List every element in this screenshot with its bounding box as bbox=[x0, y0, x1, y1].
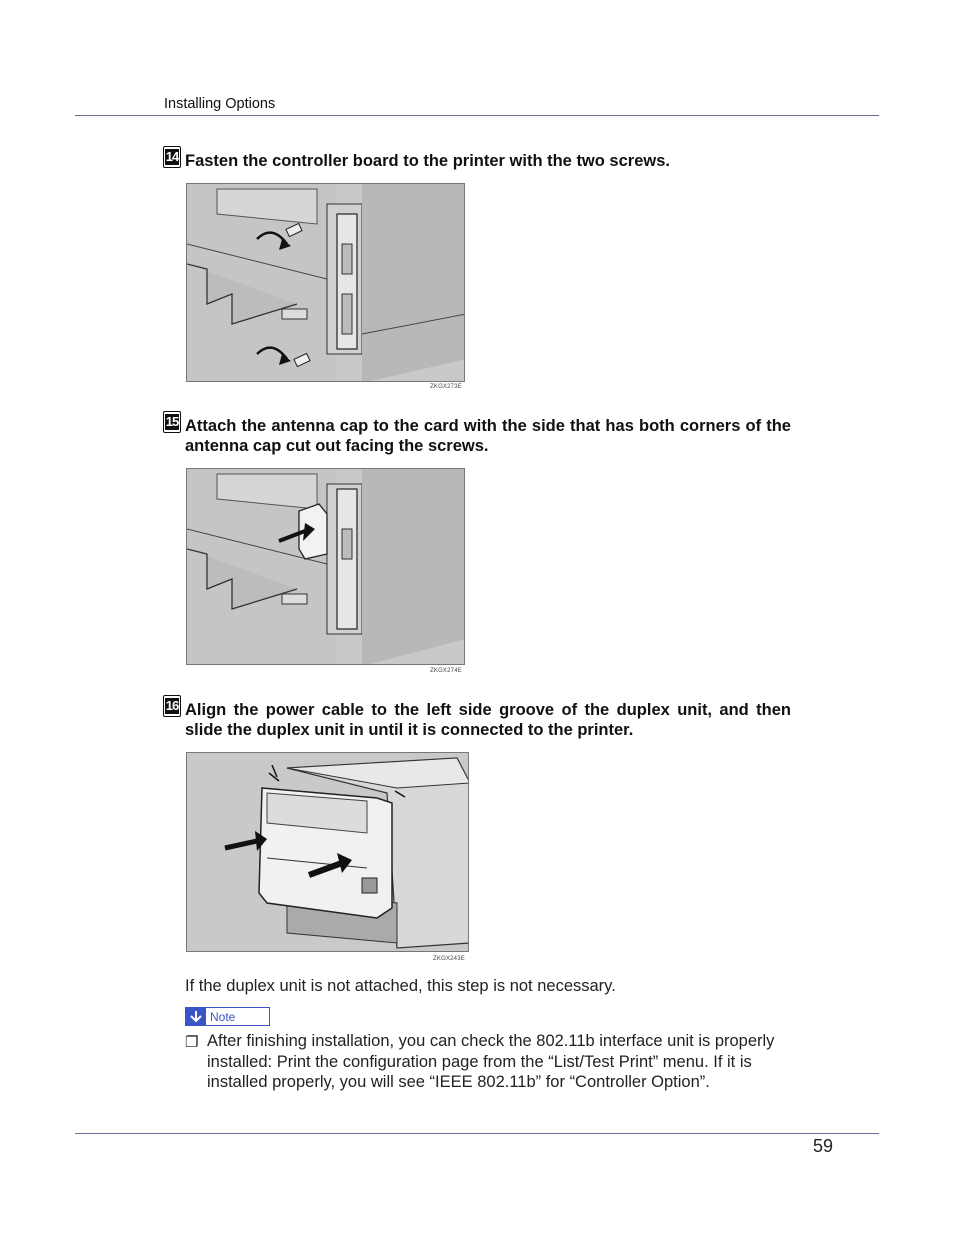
note-label: Note bbox=[210, 1009, 236, 1024]
checkbox-icon: ❐ bbox=[185, 1034, 199, 1051]
header-title: Installing Options bbox=[164, 96, 276, 112]
note-item bbox=[185, 1031, 791, 1093]
duplex-unit-illustration bbox=[186, 752, 469, 952]
footer-rule bbox=[75, 1133, 879, 1134]
controller-board-illustration bbox=[186, 183, 465, 382]
down-arrow-icon bbox=[186, 1008, 206, 1025]
step-instruction: Attach the antenna cap to the card with the side that has both corners of the antenna cap cut out facing the screws. bbox=[185, 417, 791, 455]
step-instruction: Align the power cable to the left side groove of the duplex unit, and then slide the duplex unit in until it is connected to the printer. bbox=[185, 701, 791, 739]
printer-duplex-drawing bbox=[187, 753, 469, 952]
printer-rear-drawing bbox=[187, 184, 465, 382]
antenna-cap-illustration bbox=[186, 468, 465, 665]
note-item-text: After finishing installation, you can check the 802.11b interface unit is properly installed: Print the configuration page from the “List/Test Print” menu. If it is installed properly, you will see “IEEE 802.11b” for “Controller Option”. bbox=[207, 1032, 775, 1091]
step-number-badge: 16 bbox=[163, 695, 181, 717]
step-number-badge: 14 bbox=[163, 146, 181, 168]
step-number-badge: 15 bbox=[163, 411, 181, 433]
step-instruction: Fasten the controller board to the printer with the two screws. bbox=[185, 152, 670, 170]
figure-code: ZKGX243E bbox=[433, 956, 465, 962]
figure-code: ZKGX273E bbox=[430, 384, 462, 390]
figure-code: ZKGX274E bbox=[430, 668, 462, 674]
header-rule bbox=[75, 115, 879, 116]
step-note-text: If the duplex unit is not attached, this step is not necessary. bbox=[185, 977, 616, 995]
page-number: 59 bbox=[813, 1136, 834, 1156]
printer-rear-drawing bbox=[187, 469, 465, 665]
note-badge bbox=[185, 1007, 270, 1026]
